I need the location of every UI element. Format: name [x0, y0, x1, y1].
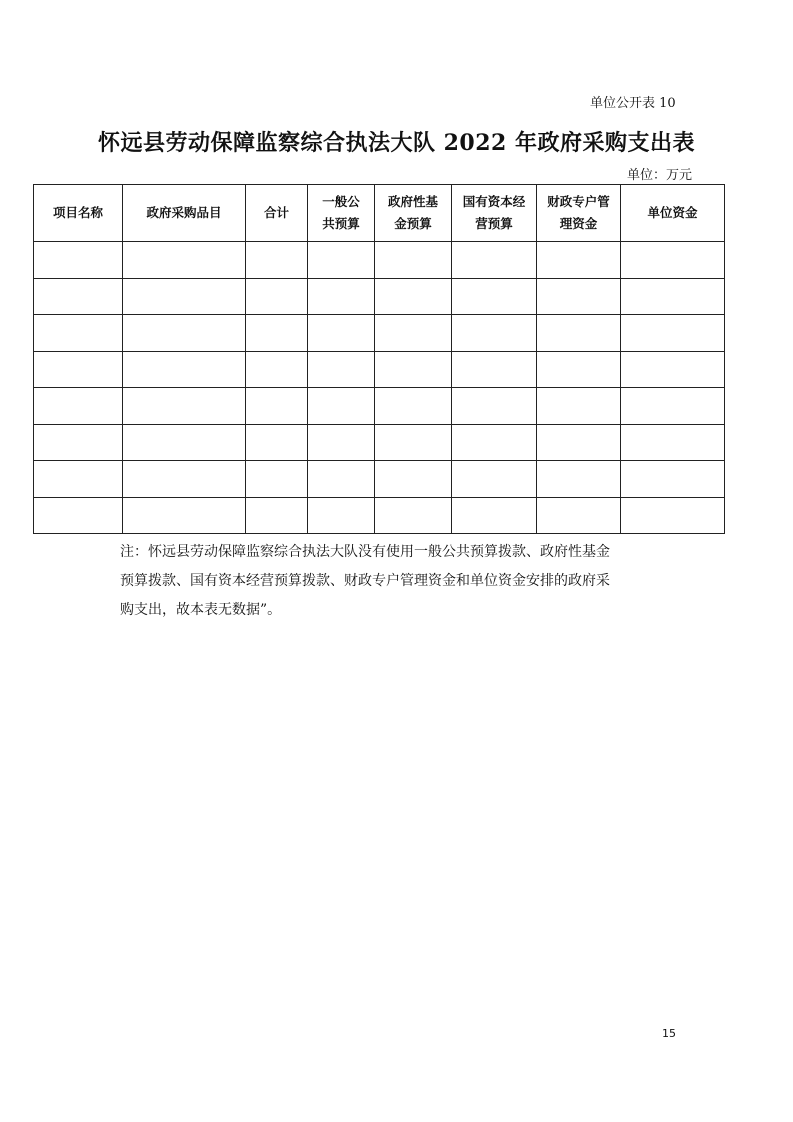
table-cell [308, 278, 375, 315]
header-state-capital-budget: 国有资本经 营预算 [452, 185, 537, 242]
table-cell [452, 497, 537, 534]
table-cell [452, 278, 537, 315]
table-cell [621, 278, 725, 315]
table-cell [375, 351, 452, 388]
table-cell [621, 388, 725, 425]
table-cell [308, 461, 375, 498]
table-cell [537, 278, 621, 315]
table-cell [621, 424, 725, 461]
table-row [34, 461, 725, 498]
table-cell [621, 497, 725, 534]
table-cell [308, 424, 375, 461]
table-cell [375, 461, 452, 498]
table-cell [375, 242, 452, 279]
table-cell [452, 388, 537, 425]
table-cell [452, 351, 537, 388]
table-cell [123, 424, 246, 461]
table-cell [246, 497, 308, 534]
table-cell [34, 278, 123, 315]
table-cell [452, 461, 537, 498]
table-cell [621, 242, 725, 279]
table-cell [308, 242, 375, 279]
table-cell [375, 497, 452, 534]
table-cell [34, 351, 123, 388]
unit-label: 单位：万元 [627, 168, 693, 183]
table-cell [246, 351, 308, 388]
table-cell [123, 497, 246, 534]
table-cell [537, 242, 621, 279]
table-cell [123, 461, 246, 498]
procurement-table [33, 184, 725, 534]
table-cell [537, 315, 621, 352]
table-cell [452, 424, 537, 461]
table-cell [308, 351, 375, 388]
table-cell [375, 315, 452, 352]
table-cell [375, 424, 452, 461]
table-row [34, 424, 725, 461]
note-line: 注：怀远县劳动保障监察综合执法大队没有使用一般公共预算拨款、政府性基金 [120, 544, 610, 560]
table-cell [246, 315, 308, 352]
table-cell [246, 424, 308, 461]
header-project-name: 项目名称 [34, 185, 123, 242]
table-cell [621, 351, 725, 388]
table-cell [34, 424, 123, 461]
table-cell [246, 461, 308, 498]
table-cell [452, 315, 537, 352]
table-cell [123, 351, 246, 388]
table-header-row [34, 185, 725, 242]
table-cell [246, 278, 308, 315]
table-cell [34, 461, 123, 498]
table-row [34, 351, 725, 388]
header-gov-fund-budget: 政府性基 金预算 [375, 185, 452, 242]
header-procurement-item: 政府采购品目 [123, 185, 246, 242]
note-line: 购支出，故本表无数据”。 [120, 602, 282, 618]
table-cell [537, 388, 621, 425]
header-total: 合计 [246, 185, 308, 242]
table-cell [452, 242, 537, 279]
table-cell [537, 497, 621, 534]
table-cell [537, 351, 621, 388]
table-cell [34, 497, 123, 534]
table-cell [34, 242, 123, 279]
header-unit-funds: 单位资金 [621, 185, 725, 242]
note-line: 预算拨款、国有资本经营预算拨款、财政专户管理资金和单位资金安排的政府采 [120, 573, 610, 589]
table-cell [246, 388, 308, 425]
table-cell [308, 388, 375, 425]
table-row [34, 278, 725, 315]
table-cell [308, 497, 375, 534]
table-cell [375, 278, 452, 315]
table-cell [246, 242, 308, 279]
page-number: 15 [662, 1027, 676, 1040]
table-cell [123, 315, 246, 352]
table-cell [34, 388, 123, 425]
table-cell [537, 424, 621, 461]
table-cell [375, 388, 452, 425]
header-general-budget: 一般公 共预算 [308, 185, 375, 242]
header-special-account-funds: 财政专户管 理资金 [537, 185, 621, 242]
table-cell [621, 461, 725, 498]
table-row [34, 497, 725, 534]
table-row [34, 242, 725, 279]
table-cell [34, 315, 123, 352]
table-cell [123, 242, 246, 279]
table-cell [537, 461, 621, 498]
table-cell [123, 388, 246, 425]
page-title: 怀远县劳动保障监察综合执法大队 2022 年政府采购支出表 [97, 130, 696, 156]
table-cell [123, 278, 246, 315]
table-note [120, 538, 690, 625]
table-cell [308, 315, 375, 352]
table-row [34, 388, 725, 425]
table-row [34, 315, 725, 352]
table-cell [621, 315, 725, 352]
form-number: 单位公开表 10 [590, 96, 676, 111]
